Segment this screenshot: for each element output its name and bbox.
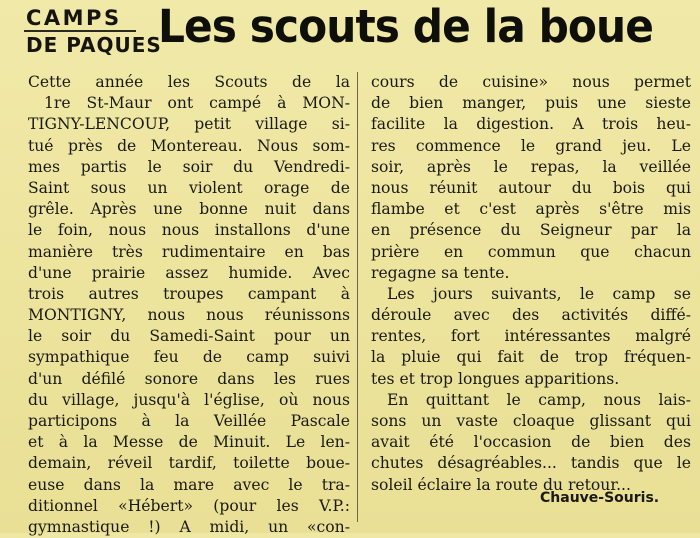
- kicker-divider: [24, 30, 136, 32]
- text-line: En quittant le camp, nous lais-: [387, 390, 691, 409]
- text-line: du village, jusqu'à l'église, où nous: [28, 390, 350, 409]
- text-line: soir, après le repas, la veillée: [371, 157, 691, 176]
- text-line: manière très rudimentaire en bas: [28, 242, 350, 261]
- section-kicker-line1: CAMPS: [26, 6, 122, 30]
- author-signature: Chauve-Souris.: [540, 490, 660, 506]
- section-kicker-line2: DE PAQUES: [26, 33, 162, 57]
- text-line: MONTIGNY, nous nous réunissons: [28, 306, 350, 325]
- text-line: avait été l'occasion de bien des: [371, 433, 691, 452]
- text-line: sympathique feu de camp suivi: [28, 348, 350, 367]
- text-line: cours de cuisine» nous permet: [371, 73, 691, 91]
- text-line: Les jours suivants, le camp se: [387, 284, 691, 303]
- article-column-left: [28, 72, 350, 538]
- text-line: res commence le grand jeu. Le: [371, 136, 691, 155]
- article-column-right: [371, 72, 691, 496]
- text-line: sons un vaste cloaque glissant qui: [371, 412, 691, 430]
- text-line: ditionnel «Hébert» (pour les V.P.:: [28, 496, 350, 515]
- text-line: et à la Messe de Minuit. Le len-: [28, 433, 350, 452]
- text-line: participons à la Veillée Pascale: [28, 412, 350, 430]
- text-line: rentes, fort intéressantes malgré: [371, 327, 691, 346]
- text-line: grêle. Après une bonne nuit dans: [28, 200, 350, 219]
- text-line: soleil éclaire la route du retour...: [371, 475, 631, 494]
- text-line: le foin, nous nous installons d'une: [28, 221, 350, 240]
- text-line: flambe et c'est après s'être mis: [371, 200, 691, 219]
- text-line: tes et trop longues apparitions.: [371, 369, 620, 388]
- text-line: prière en commun que chacun: [371, 242, 691, 261]
- text-line: TIGNY-LENCOUP, petit village si-: [28, 115, 350, 134]
- text-line: déroule avec des activités diffé-: [371, 306, 691, 325]
- text-line: chutes désagréables... tandis que le: [371, 454, 691, 473]
- text-line: d'un défilé sonore dans les rues: [28, 369, 350, 388]
- text-line: Saint sous un violent orage de: [28, 178, 350, 197]
- text-line: Cette année les Scouts de la: [28, 73, 350, 91]
- text-line: 1re St-Maur ont campé à MON-: [44, 94, 350, 113]
- text-line: regagne sa tente.: [371, 263, 510, 282]
- text-line: facilite la digestion. A trois heu-: [371, 115, 691, 134]
- text-line: le soir du Samedi-Saint pour un: [28, 327, 350, 346]
- text-line: de bien manger, puis une sieste: [371, 94, 691, 113]
- text-line: euse dans la mare avec le tra-: [28, 475, 350, 494]
- text-line: nous réunit autour du bois qui: [371, 178, 691, 197]
- text-line: demain, réveil tardif, toilette boue-: [28, 454, 350, 473]
- text-line: la pluie qui fait de trop fréquen-: [371, 348, 691, 367]
- article-title: Les scouts de la boue: [158, 0, 653, 53]
- text-line: mes partis le soir du Vendredi-: [28, 157, 350, 176]
- text-line: en présence du Seigneur par la: [371, 221, 691, 240]
- text-line: tué près de Montereau. Nous som-: [28, 136, 350, 155]
- column-divider: [357, 72, 358, 522]
- text-line: d'une prairie assez humide. Avec: [28, 263, 350, 282]
- text-line: gymnastique !) A midi, un «con-: [28, 517, 350, 536]
- text-line: trois autres troupes campant à: [28, 284, 350, 303]
- article-header: [0, 0, 700, 66]
